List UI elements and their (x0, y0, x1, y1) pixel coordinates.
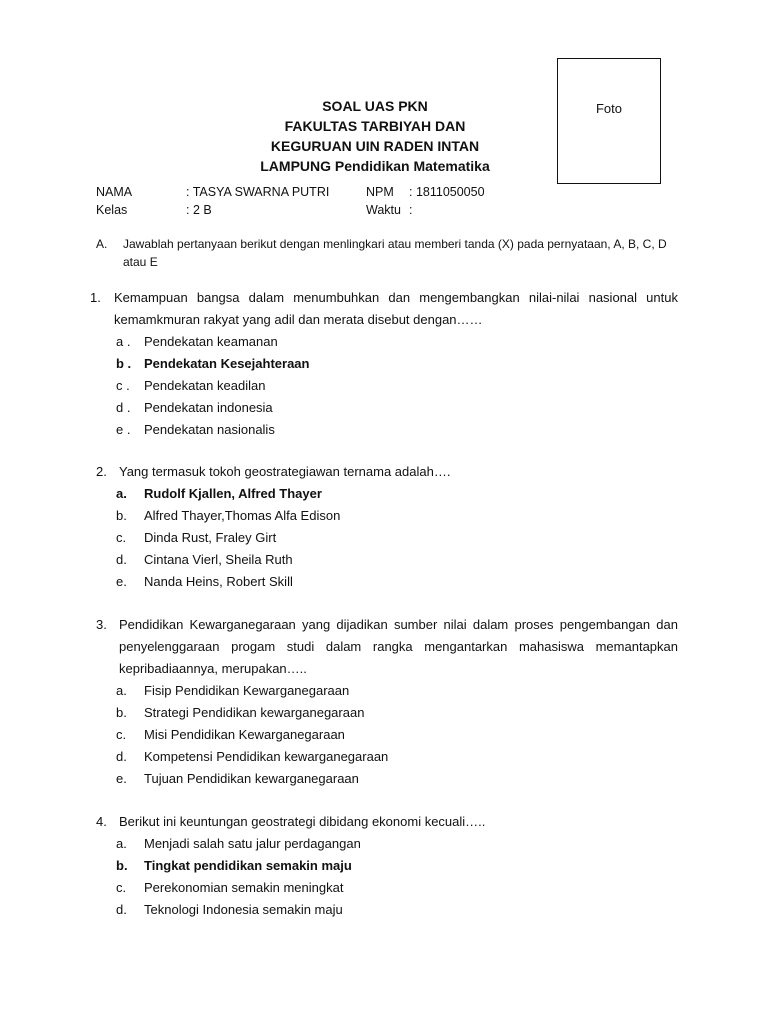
instruction-text: Jawablah pertanyaan berikut dengan menlingkari atau memberi tanda (X) pada pernyataan, A, B, C, D atau E (123, 237, 667, 269)
option-item[interactable] (116, 746, 678, 768)
option-text: Rudolf Kjallen, Alfred Thayer (144, 486, 322, 501)
option-list (116, 483, 678, 593)
option-label: e. (116, 771, 127, 786)
option-label: b. (116, 508, 127, 523)
option-item[interactable] (116, 833, 678, 855)
question-2 (96, 461, 678, 593)
question-text: Pendidikan Kewarganegaraan yang dijadikan sumber nilai dalam proses pengembangan dan penyelenggaraan progam studi dalam rangka mengantarkan mahasiswa memantapkan kepribadiaannya, merupakan….. (119, 617, 678, 676)
title-line: FAKULTAS TARBIYAH DAN (284, 118, 466, 134)
option-text: Nanda Heins, Robert Skill (144, 574, 293, 589)
option-text: Pendekatan Kesejahteraan (144, 356, 310, 371)
photo-label: Foto (595, 101, 622, 116)
option-text: Misi Pendidikan Kewarganegaraan (144, 727, 345, 742)
option-label: b. (116, 858, 128, 873)
option-label: e . (116, 422, 131, 437)
npm-label: NPM (366, 185, 394, 199)
option-text: Fisip Pendidikan Kewarganegaraan (144, 683, 350, 698)
option-text: Tujuan Pendidikan kewarganegaraan (144, 771, 359, 786)
option-text: Kompetensi Pendidikan kewarganegaraan (144, 749, 389, 764)
question-number: 2. (96, 464, 107, 479)
document-title (190, 96, 560, 176)
option-label: b . (116, 356, 132, 371)
waktu-value: : (409, 203, 413, 217)
option-label: c. (116, 880, 127, 895)
option-text: Tingkat pendidikan semakin maju (144, 858, 352, 873)
option-item[interactable] (116, 527, 678, 549)
question-number: 4. (96, 814, 107, 829)
title-line: KEGURUAN UIN RADEN INTAN (270, 138, 480, 154)
kelas-label: Kelas (96, 203, 128, 217)
option-text: Menjadi salah satu jalur perdagangan (144, 836, 361, 851)
option-text: Cintana Vierl, Sheila Ruth (144, 552, 293, 567)
option-text: Pendekatan nasionalis (144, 422, 275, 437)
instruction-marker: A. (96, 237, 108, 251)
npm-value: : 1811050050 (409, 185, 485, 199)
question-number: 1. (90, 290, 101, 305)
option-text: Pendekatan indonesia (144, 400, 273, 415)
option-item[interactable] (116, 702, 678, 724)
option-item[interactable] (116, 768, 678, 790)
kelas-value: : 2 B (186, 203, 212, 217)
option-item[interactable] (116, 375, 678, 397)
option-item[interactable] (116, 899, 678, 921)
option-label: c. (116, 727, 127, 742)
option-text: Pendekatan keamanan (144, 334, 278, 349)
option-label: e. (116, 574, 127, 589)
option-label: b. (116, 705, 127, 720)
option-label: a. (116, 486, 127, 501)
option-list (116, 833, 678, 921)
question-text: Kemampuan bangsa dalam menumbuhkan dan mengembangkan nilai-nilai nasional untuk kemamkmuran rakyat yang adil dan merata disebut dengan…… (114, 290, 678, 327)
option-text: Dinda Rust, Fraley Girt (144, 530, 277, 545)
title-line: LAMPUNG Pendidikan Matematika (260, 158, 490, 174)
title-line: SOAL UAS PKN (322, 98, 428, 114)
waktu-label: Waktu (366, 203, 401, 217)
option-label: d. (116, 552, 127, 567)
question-number: 3. (96, 617, 107, 632)
option-text: Perekonomian semakin meningkat (144, 880, 344, 895)
question-text: Berikut ini keuntungan geostrategi dibidang ekonomi kecuali….. (119, 814, 486, 829)
option-text: Pendekatan keadilan (144, 378, 266, 393)
nama-value: : TASYA SWARNA PUTRI (186, 185, 330, 199)
option-label: c. (116, 530, 127, 545)
nama-label: NAMA (96, 185, 133, 199)
option-item[interactable] (116, 331, 678, 353)
option-item[interactable] (116, 680, 678, 702)
option-item[interactable] (116, 419, 678, 441)
question-text: Yang termasuk tokoh geostrategiawan ternama adalah…. (119, 464, 451, 479)
option-item[interactable] (116, 549, 678, 571)
option-list (116, 680, 678, 790)
option-text: Teknologi Indonesia semakin maju (144, 902, 343, 917)
question-1 (90, 287, 678, 441)
option-list (116, 331, 678, 441)
photo-box (557, 58, 661, 184)
option-text: Strategi Pendidikan kewarganegaraan (144, 705, 365, 720)
option-item-selected[interactable] (116, 483, 678, 505)
option-label: d . (116, 400, 131, 415)
option-item[interactable] (116, 877, 678, 899)
option-label: a. (116, 683, 127, 698)
option-label: c . (116, 378, 130, 393)
option-label: d. (116, 749, 127, 764)
option-item[interactable] (116, 397, 678, 419)
option-text: Alfred Thayer,Thomas Alfa Edison (144, 508, 341, 523)
option-label: a. (116, 836, 127, 851)
option-item-selected[interactable] (116, 353, 678, 375)
question-4 (96, 811, 678, 921)
option-item-selected[interactable] (116, 855, 678, 877)
option-label: a . (116, 334, 131, 349)
option-item[interactable] (116, 505, 678, 527)
option-label: d. (116, 902, 127, 917)
option-item[interactable] (116, 724, 678, 746)
option-item[interactable] (116, 571, 678, 593)
instruction (96, 235, 676, 271)
question-3 (96, 614, 678, 790)
